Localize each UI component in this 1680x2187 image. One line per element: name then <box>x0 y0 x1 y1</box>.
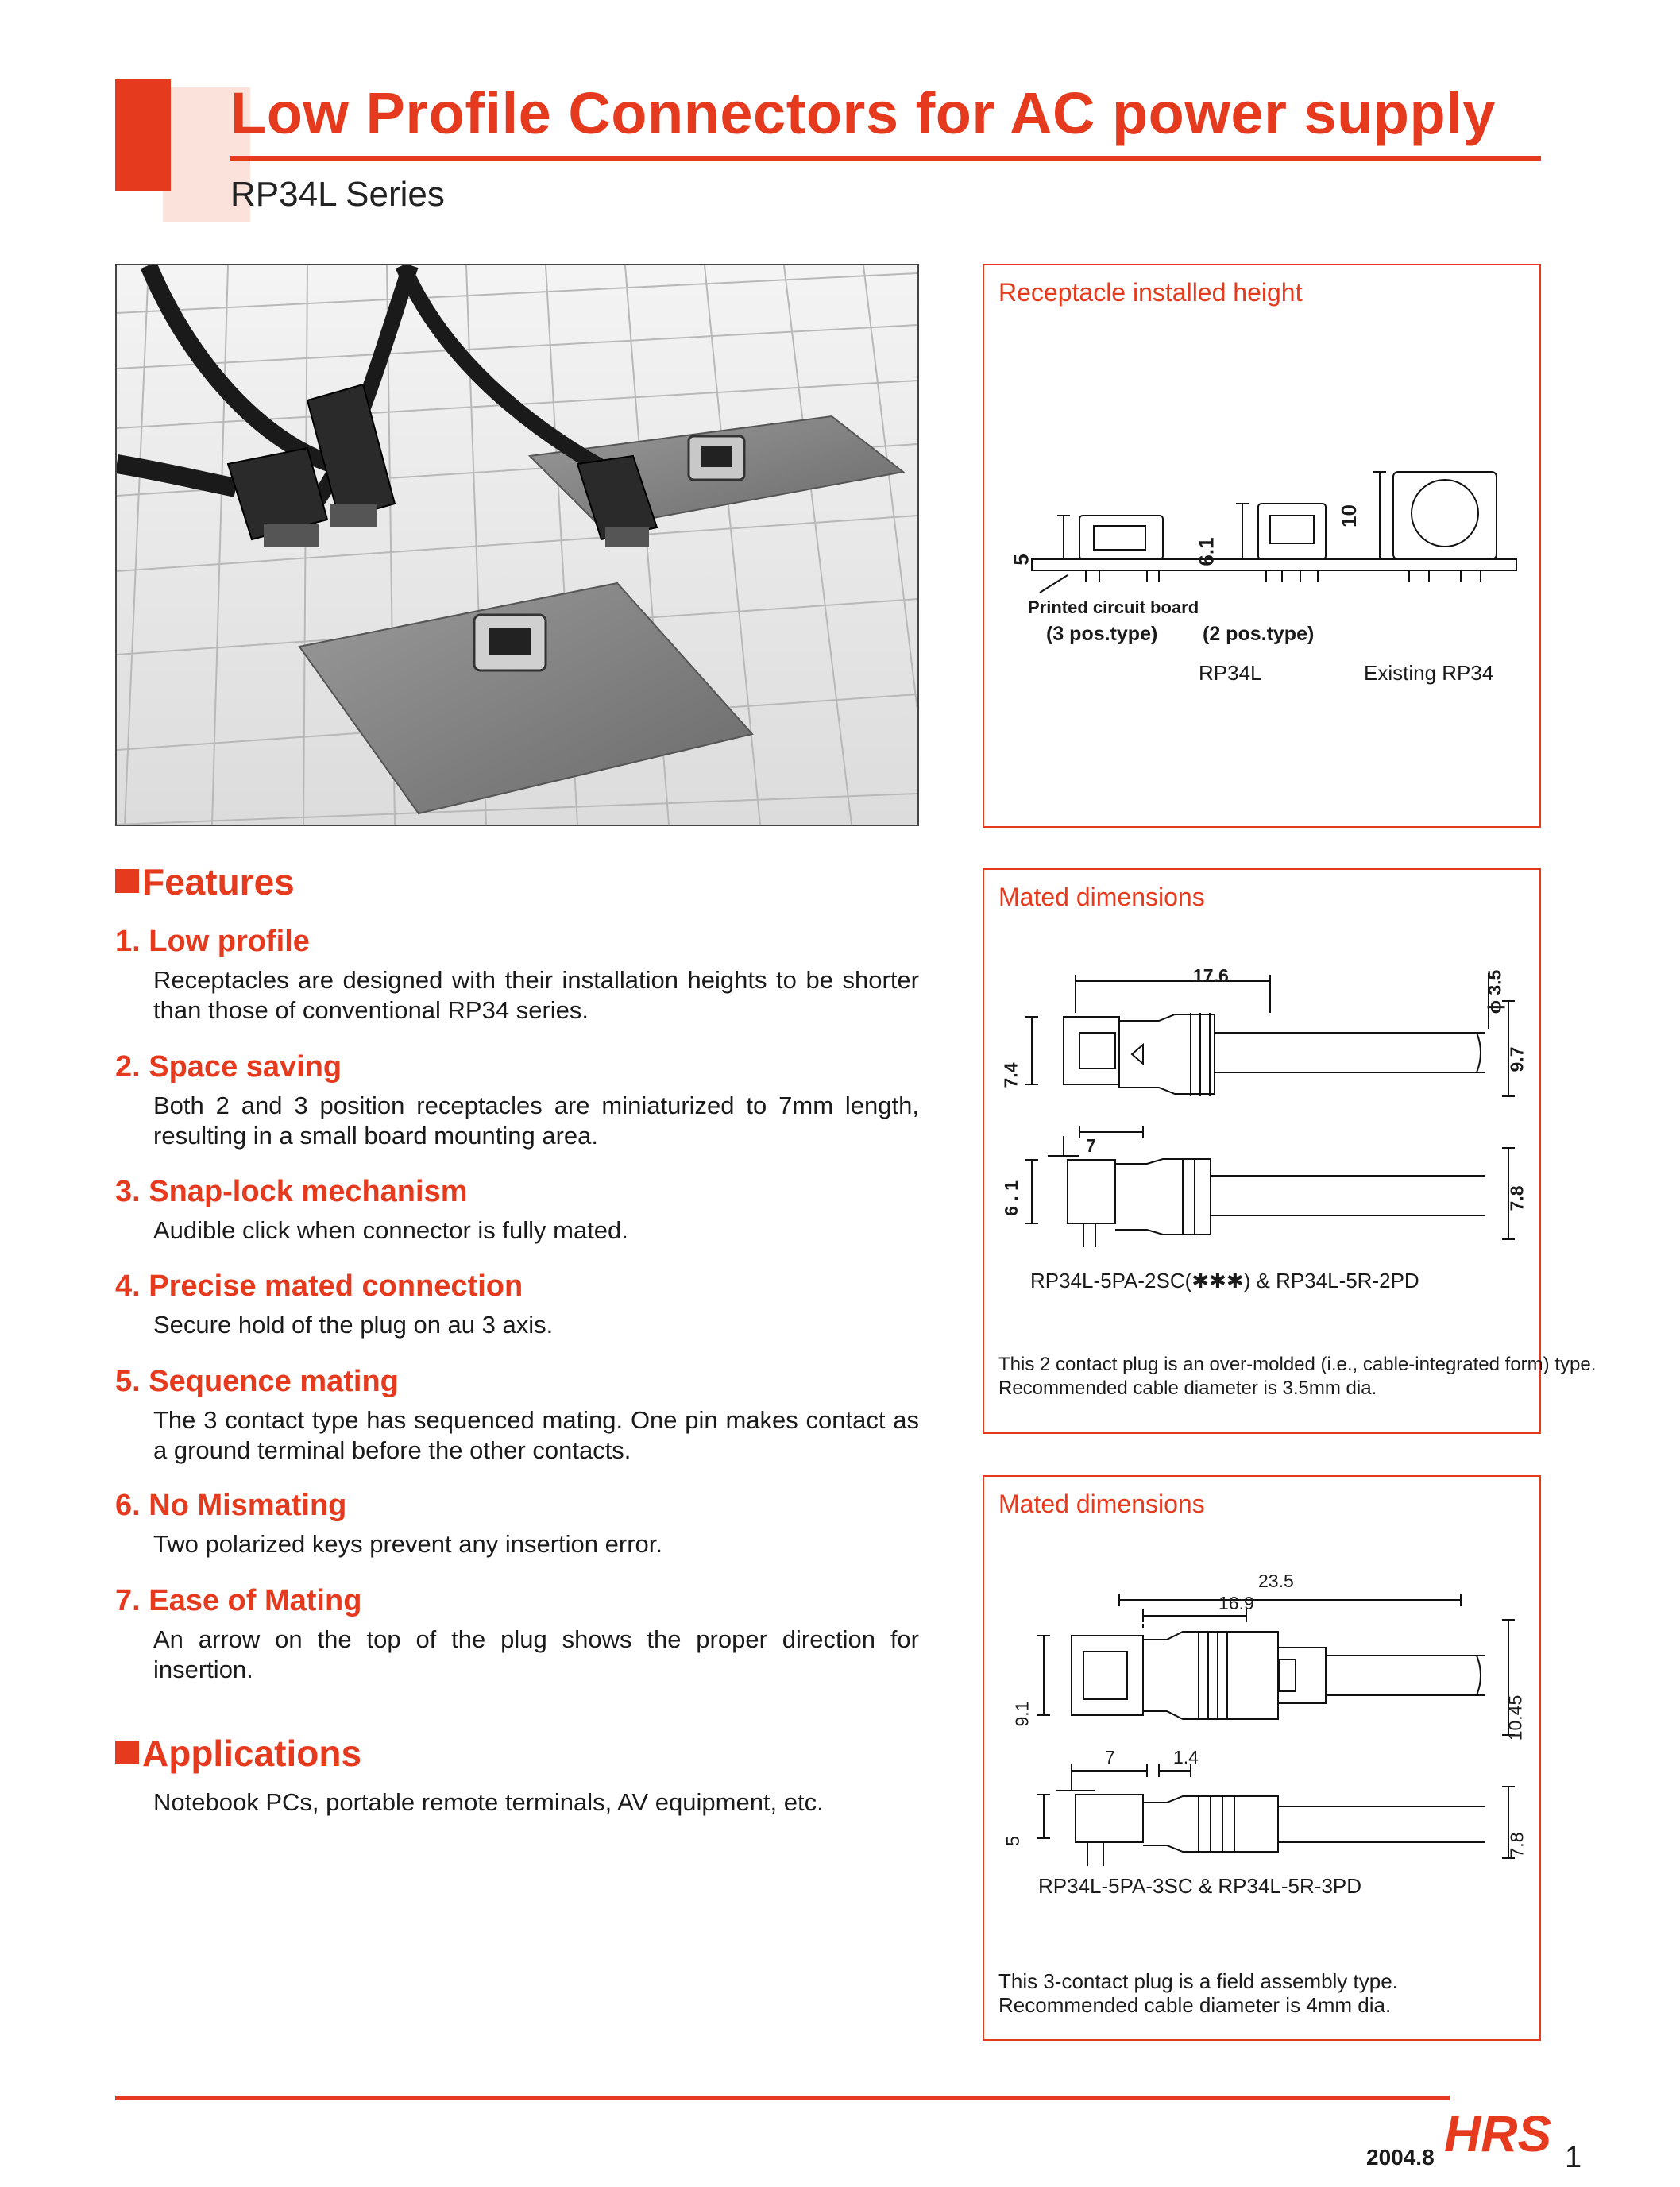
pcb-label: Printed circuit board <box>1028 597 1199 617</box>
feature-title: 5. Sequence mating <box>115 1365 399 1398</box>
mated-dimensions-3pos-title: Mated dimensions <box>998 1490 1205 1518</box>
existing-rp34-label: Existing RP34 <box>1364 661 1494 685</box>
feature-item <box>115 924 919 1026</box>
feature-item <box>115 1583 919 1685</box>
dim-23-5: 23.5 <box>1258 1571 1294 1591</box>
installed-height-panel <box>983 264 1541 828</box>
dim-5: 5 <box>1002 1836 1023 1846</box>
mated-2pos-drawing <box>1000 933 1524 1291</box>
type-2pos: (2 pos.type) <box>1203 623 1315 645</box>
mated-3pos-part-number: RP34L-5PA-3SC & RP34L-5R-3PD <box>1038 1874 1362 1898</box>
feature-title: 7. Ease of Mating <box>115 1584 362 1617</box>
feature-item <box>115 1488 919 1559</box>
mated-2pos-part-number: RP34L-5PA-2SC(✱✱✱) & RP34L-5R-2PD <box>1030 1269 1419 1292</box>
installed-height-drawing <box>1000 464 1524 647</box>
applications-body <box>115 1787 919 1818</box>
feature-text: Two polarized keys prevent any insertion error. <box>153 1530 662 1558</box>
footer-rule <box>115 2096 1450 2100</box>
bullet-square-icon <box>115 869 139 893</box>
page-number: 1 <box>1565 2141 1582 2174</box>
feature-item <box>115 1049 919 1151</box>
dim-6-1: 6 . 1 <box>1000 1180 1022 1216</box>
page-title: Low Profile Connectors for AC power supply <box>230 80 1496 146</box>
applications-text: Notebook PCs, portable remote terminals, AV equipment, etc. <box>153 1788 824 1816</box>
hrs-logo <box>1444 2105 1551 2165</box>
mated-dimensions-3pos-panel <box>983 1475 1541 2041</box>
feature-item <box>115 1269 919 1340</box>
dim-10-45: 10.45 <box>1504 1694 1526 1741</box>
feature-text: Secure hold of the plug on au 3 axis. <box>153 1311 554 1339</box>
dim-16-9: 16.9 <box>1218 1593 1254 1613</box>
dim-7-8: 7.8 <box>1506 1185 1527 1211</box>
dim-9-7: 9.7 <box>1506 1046 1527 1072</box>
dim-7-8: 7.8 <box>1506 1832 1527 1858</box>
dim-1-4: 1.4 <box>1173 1747 1199 1768</box>
dim-6-1: 6.1 <box>1194 537 1218 566</box>
mated-2pos-note-1: This 2 contact plug is an over-molded (i.e., cable-integrated form) type. <box>998 1354 1597 1375</box>
dim-17-6: 17.6 <box>1193 965 1229 986</box>
feature-title: 2. Space saving <box>115 1050 342 1084</box>
feature-item <box>115 1364 919 1466</box>
feature-text: Receptacles are designed with their installation heights to be shorter than those of conventional RP34 series. <box>153 966 919 1024</box>
dim-7: 7 <box>1105 1747 1115 1768</box>
product-photo <box>115 264 919 826</box>
mated-3pos-note-1: This 3-contact plug is a field assembly type. <box>998 1969 1398 1993</box>
feature-title: 3. Snap-lock mechanism <box>115 1175 468 1208</box>
feature-text: Both 2 and 3 position receptacles are miniaturized to 7mm length, resulting in a small board mounting area. <box>153 1092 919 1150</box>
feature-title: 4. Precise mated connection <box>115 1269 523 1303</box>
rp34l-label: RP34L <box>1199 661 1262 685</box>
dim-5: 5 <box>1009 554 1033 566</box>
dim-7: 7 <box>1086 1135 1096 1156</box>
mated-3pos-note-2: Recommended cable diameter is 4mm dia. <box>998 1993 1392 2017</box>
installed-height-title: Receptacle installed height <box>998 278 1303 307</box>
feature-title: 6. No Mismating <box>115 1489 347 1522</box>
dim-10: 10 <box>1336 504 1361 527</box>
dim-dia-3-5: ϕ 3.5 <box>1484 969 1505 1014</box>
mated-2pos-note-2: Recommended cable diameter is 3.5mm dia. <box>998 1378 1377 1399</box>
bullet-square-icon <box>115 1741 139 1764</box>
svg-text:HRS: HRS <box>1444 2105 1551 2161</box>
footer-date: 2004.8 <box>1366 2145 1435 2170</box>
type-3pos: (3 pos.type) <box>1046 623 1158 645</box>
mated-dimensions-2pos-title: Mated dimensions <box>998 883 1205 911</box>
applications-heading: Applications <box>115 1732 361 1775</box>
feature-text: An arrow on the top of the plug shows the proper direction for insertion. <box>153 1625 919 1683</box>
mated-dimensions-2pos-panel <box>983 868 1597 1434</box>
dim-7-4: 7.4 <box>1000 1062 1022 1088</box>
header-accent-red <box>115 79 171 191</box>
product-photo-illustration <box>117 265 917 825</box>
feature-text: The 3 contact type has sequenced mating. One pin makes contact as a ground terminal before the other contacts. <box>153 1406 919 1464</box>
feature-text: Audible click when connector is fully mated. <box>153 1216 628 1244</box>
mated-3pos-drawing <box>1000 1540 1524 1898</box>
feature-title: 1. Low profile <box>115 925 310 958</box>
series-subtitle: RP34L Series <box>230 175 445 214</box>
header-rule <box>230 156 1541 161</box>
dim-9-1: 9.1 <box>1011 1701 1033 1727</box>
hrs-logo-icon <box>1444 2105 1551 2161</box>
features-heading: Features <box>115 860 295 903</box>
feature-item <box>115 1174 919 1246</box>
